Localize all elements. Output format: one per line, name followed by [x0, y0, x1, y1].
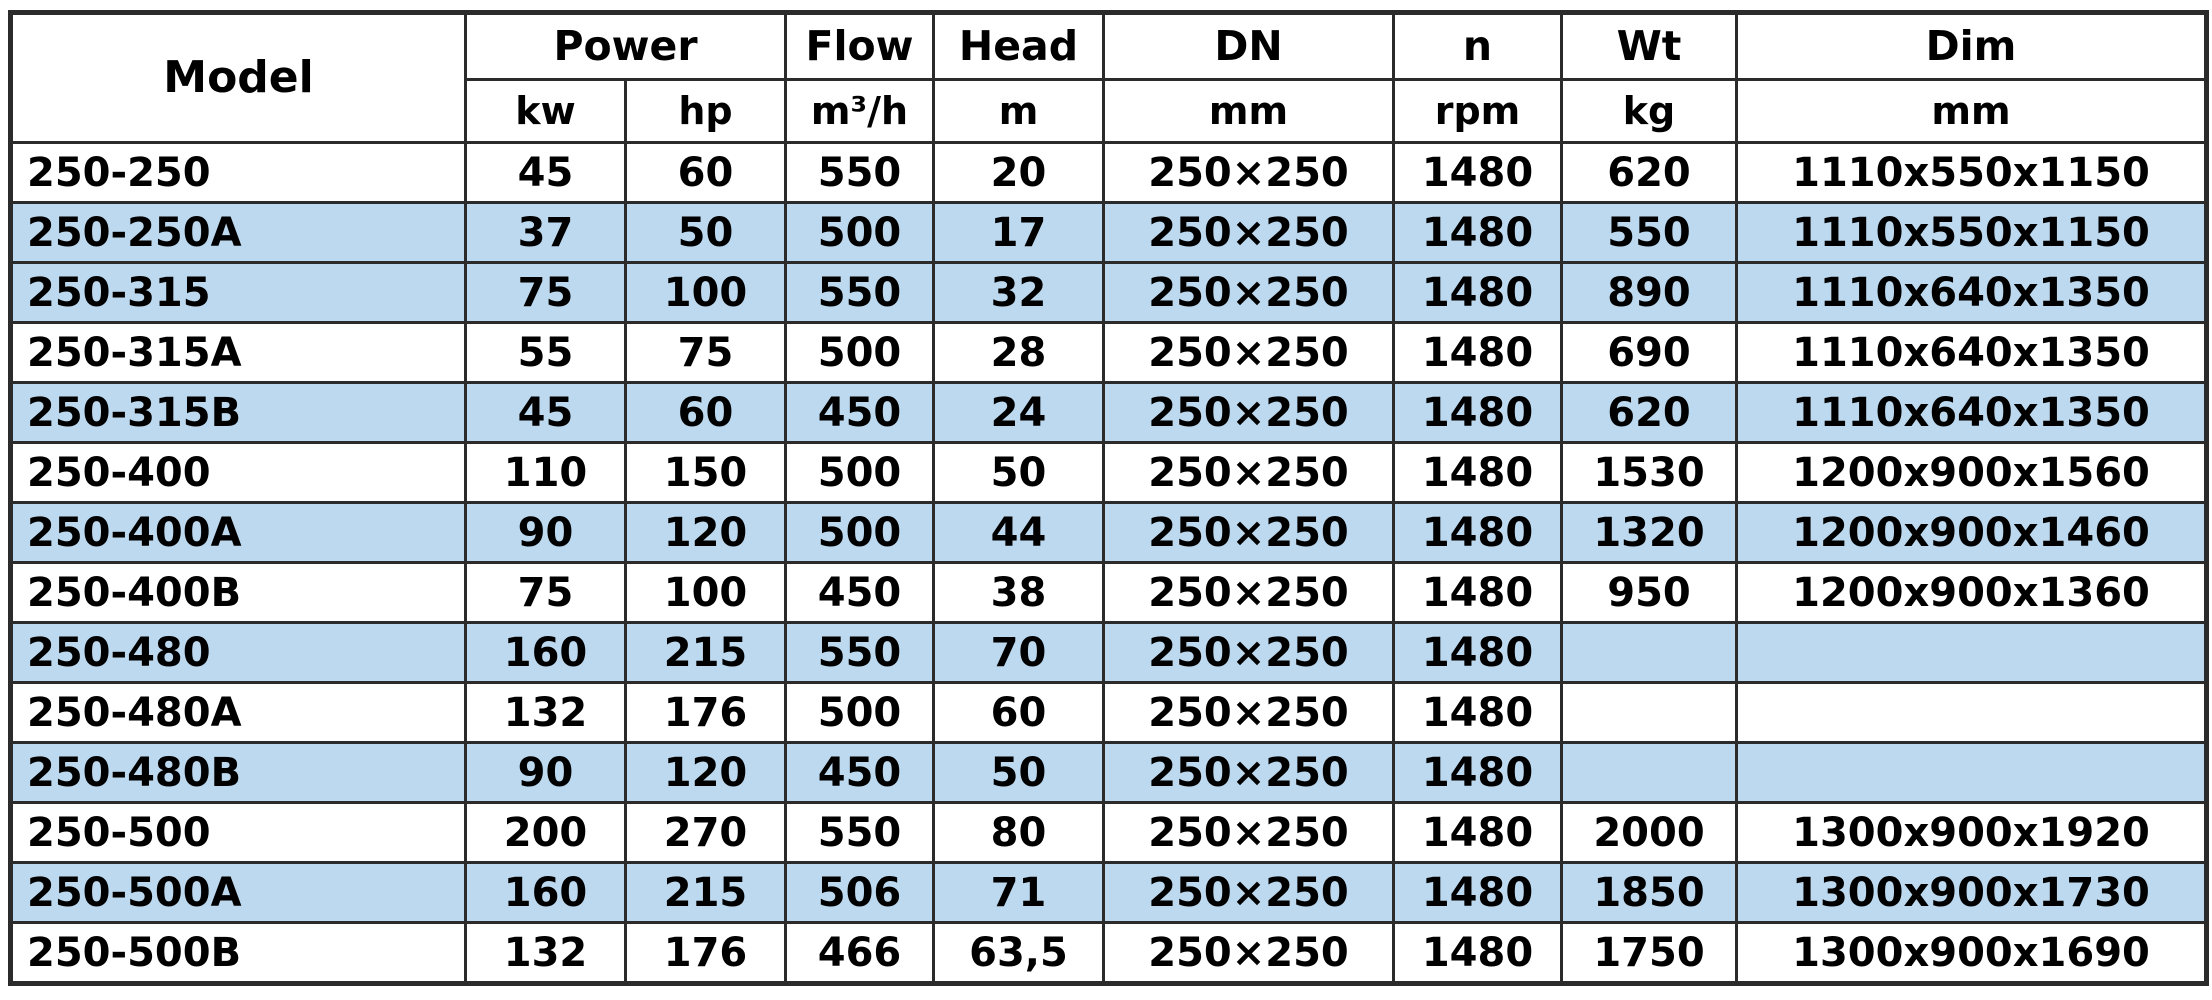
- cell-kw: 132: [466, 923, 626, 984]
- column-header-wt: Wt: [1562, 13, 1737, 80]
- cell-dim: [1737, 683, 2207, 743]
- cell-model: 250-500A: [11, 863, 466, 923]
- cell-dn: 250×250: [1104, 203, 1394, 263]
- cell-wt: 1320: [1562, 503, 1737, 563]
- cell-wt: 550: [1562, 203, 1737, 263]
- cell-model: 250-250A: [11, 203, 466, 263]
- table-row: [11, 863, 2207, 923]
- column-header-flow: Flow: [786, 13, 934, 80]
- cell-n: 1480: [1394, 503, 1562, 563]
- cell-dn: 250×250: [1104, 503, 1394, 563]
- cell-flow: 500: [786, 503, 934, 563]
- cell-flow: 500: [786, 443, 934, 503]
- cell-model: 250-500B: [11, 923, 466, 984]
- cell-hp: 215: [626, 623, 786, 683]
- cell-flow: 550: [786, 143, 934, 203]
- cell-kw: 37: [466, 203, 626, 263]
- cell-hp: 120: [626, 743, 786, 803]
- cell-n: 1480: [1394, 263, 1562, 323]
- cell-hp: 215: [626, 863, 786, 923]
- cell-model: 250-480A: [11, 683, 466, 743]
- cell-wt: 1850: [1562, 863, 1737, 923]
- unit-header-head: m: [934, 80, 1104, 143]
- cell-model: 250-315: [11, 263, 466, 323]
- table-row: [11, 563, 2207, 623]
- cell-dim: 1110x550x1150: [1737, 143, 2207, 203]
- table-row: [11, 143, 2207, 203]
- unit-header-wt: kg: [1562, 80, 1737, 143]
- cell-wt: [1562, 743, 1737, 803]
- cell-wt: 1750: [1562, 923, 1737, 984]
- cell-dn: 250×250: [1104, 743, 1394, 803]
- cell-dim: 1300x900x1690: [1737, 923, 2207, 984]
- cell-wt: 690: [1562, 323, 1737, 383]
- cell-kw: 75: [466, 263, 626, 323]
- cell-head: 71: [934, 863, 1104, 923]
- cell-hp: 176: [626, 683, 786, 743]
- cell-flow: 550: [786, 623, 934, 683]
- cell-dim: 1300x900x1920: [1737, 803, 2207, 863]
- cell-dim: 1110x640x1350: [1737, 383, 2207, 443]
- cell-model: 250-250: [11, 143, 466, 203]
- cell-head: 17: [934, 203, 1104, 263]
- unit-header-flow: m³/h: [786, 80, 934, 143]
- cell-wt: [1562, 623, 1737, 683]
- cell-head: 28: [934, 323, 1104, 383]
- table-row: [11, 503, 2207, 563]
- cell-n: 1480: [1394, 563, 1562, 623]
- cell-wt: 620: [1562, 383, 1737, 443]
- column-header-dim: Dim: [1737, 13, 2207, 80]
- cell-n: 1480: [1394, 203, 1562, 263]
- cell-model: 250-400B: [11, 563, 466, 623]
- cell-hp: 120: [626, 503, 786, 563]
- cell-kw: 110: [466, 443, 626, 503]
- cell-dn: 250×250: [1104, 683, 1394, 743]
- cell-flow: 506: [786, 863, 934, 923]
- cell-dim: 1200x900x1460: [1737, 503, 2207, 563]
- cell-n: 1480: [1394, 863, 1562, 923]
- cell-head: 44: [934, 503, 1104, 563]
- unit-header-dn: mm: [1104, 80, 1394, 143]
- table-row: [11, 923, 2207, 984]
- cell-dn: 250×250: [1104, 863, 1394, 923]
- cell-wt: 620: [1562, 143, 1737, 203]
- cell-model: 250-480B: [11, 743, 466, 803]
- cell-wt: 2000: [1562, 803, 1737, 863]
- cell-kw: 160: [466, 863, 626, 923]
- cell-model: 250-500: [11, 803, 466, 863]
- table-row: [11, 623, 2207, 683]
- column-header-head: Head: [934, 13, 1104, 80]
- cell-dn: 250×250: [1104, 923, 1394, 984]
- cell-kw: 132: [466, 683, 626, 743]
- cell-n: 1480: [1394, 443, 1562, 503]
- cell-hp: 176: [626, 923, 786, 984]
- cell-kw: 75: [466, 563, 626, 623]
- cell-n: 1480: [1394, 743, 1562, 803]
- cell-flow: 500: [786, 203, 934, 263]
- cell-model: 250-480: [11, 623, 466, 683]
- cell-hp: 100: [626, 563, 786, 623]
- cell-dn: 250×250: [1104, 563, 1394, 623]
- table-row: [11, 803, 2207, 863]
- cell-flow: 550: [786, 263, 934, 323]
- cell-head: 80: [934, 803, 1104, 863]
- cell-hp: 150: [626, 443, 786, 503]
- cell-wt: 950: [1562, 563, 1737, 623]
- cell-head: 63,5: [934, 923, 1104, 984]
- pump-specification-table: [8, 10, 2209, 986]
- cell-wt: [1562, 683, 1737, 743]
- cell-dim: 1110x550x1150: [1737, 203, 2207, 263]
- cell-dn: 250×250: [1104, 443, 1394, 503]
- cell-model: 250-315B: [11, 383, 466, 443]
- cell-n: 1480: [1394, 923, 1562, 984]
- cell-flow: 450: [786, 563, 934, 623]
- cell-head: 50: [934, 443, 1104, 503]
- cell-dn: 250×250: [1104, 383, 1394, 443]
- table-body: [11, 143, 2207, 984]
- cell-hp: 50: [626, 203, 786, 263]
- cell-kw: 200: [466, 803, 626, 863]
- column-header-dn: DN: [1104, 13, 1394, 80]
- cell-dim: 1200x900x1360: [1737, 563, 2207, 623]
- cell-dim: [1737, 743, 2207, 803]
- cell-dim: [1737, 623, 2207, 683]
- unit-header-n: rpm: [1394, 80, 1562, 143]
- cell-hp: 60: [626, 143, 786, 203]
- cell-dim: 1110x640x1350: [1737, 263, 2207, 323]
- unit-header-hp: hp: [626, 80, 786, 143]
- cell-dn: 250×250: [1104, 803, 1394, 863]
- cell-dn: 250×250: [1104, 623, 1394, 683]
- cell-head: 70: [934, 623, 1104, 683]
- cell-n: 1480: [1394, 803, 1562, 863]
- table-row: [11, 743, 2207, 803]
- cell-dn: 250×250: [1104, 263, 1394, 323]
- cell-n: 1480: [1394, 323, 1562, 383]
- table-row: [11, 443, 2207, 503]
- cell-wt: 1530: [1562, 443, 1737, 503]
- cell-dim: 1200x900x1560: [1737, 443, 2207, 503]
- cell-head: 24: [934, 383, 1104, 443]
- table-row: [11, 683, 2207, 743]
- table-row: [11, 383, 2207, 443]
- cell-flow: 450: [786, 743, 934, 803]
- cell-dim: 1300x900x1730: [1737, 863, 2207, 923]
- cell-head: 50: [934, 743, 1104, 803]
- cell-n: 1480: [1394, 383, 1562, 443]
- cell-hp: 100: [626, 263, 786, 323]
- cell-kw: 160: [466, 623, 626, 683]
- table-row: [11, 263, 2207, 323]
- cell-flow: 500: [786, 323, 934, 383]
- cell-kw: 45: [466, 383, 626, 443]
- cell-wt: 890: [1562, 263, 1737, 323]
- cell-hp: 60: [626, 383, 786, 443]
- cell-n: 1480: [1394, 143, 1562, 203]
- cell-head: 38: [934, 563, 1104, 623]
- cell-dn: 250×250: [1104, 143, 1394, 203]
- cell-kw: 45: [466, 143, 626, 203]
- cell-model: 250-315A: [11, 323, 466, 383]
- cell-head: 20: [934, 143, 1104, 203]
- cell-dn: 250×250: [1104, 323, 1394, 383]
- cell-flow: 466: [786, 923, 934, 984]
- column-header-model: Model: [11, 13, 466, 143]
- cell-model: 250-400: [11, 443, 466, 503]
- column-header-n: n: [1394, 13, 1562, 80]
- cell-kw: 90: [466, 743, 626, 803]
- table-header: [11, 13, 2207, 143]
- cell-flow: 500: [786, 683, 934, 743]
- cell-flow: 550: [786, 803, 934, 863]
- cell-flow: 450: [786, 383, 934, 443]
- unit-header-dim: mm: [1737, 80, 2207, 143]
- cell-kw: 90: [466, 503, 626, 563]
- column-header-power: Power: [466, 13, 786, 80]
- cell-head: 32: [934, 263, 1104, 323]
- cell-head: 60: [934, 683, 1104, 743]
- table-row: [11, 323, 2207, 383]
- cell-model: 250-400A: [11, 503, 466, 563]
- unit-header-kw: kw: [466, 80, 626, 143]
- cell-hp: 270: [626, 803, 786, 863]
- cell-hp: 75: [626, 323, 786, 383]
- cell-n: 1480: [1394, 683, 1562, 743]
- cell-n: 1480: [1394, 623, 1562, 683]
- cell-dim: 1110x640x1350: [1737, 323, 2207, 383]
- cell-kw: 55: [466, 323, 626, 383]
- table-row: [11, 203, 2207, 263]
- header-row-groups: [11, 13, 2207, 80]
